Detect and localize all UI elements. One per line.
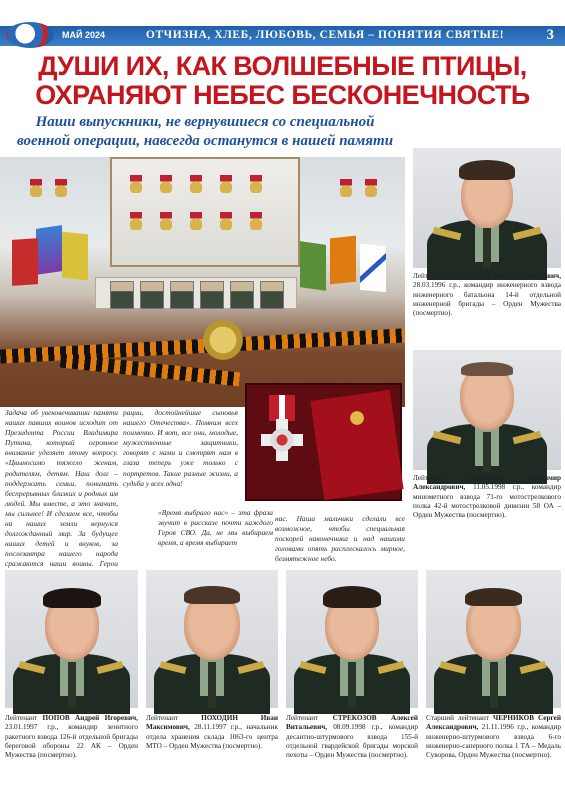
article-column-1: Задача об увековечивании памяти наших павших воинов исходит от Президента России Владимира Путина, который огромное внимание уделяет этому вопросу. «Цвыносимо тяжело женам, родителям, детям. Наш долг – поддержать семьи, понимать беспрерывных близких и родных им людей. Мы вместе, а это значит, мы сильнее! И сделаем все, чтобы на наших земли вернулся долгожданный мир. За будущее наших детей и внуков, за послезавтра нашего народа сражаются наши воины. Герои	[5, 408, 118, 569]
memorial-exhibit-photo	[0, 157, 405, 407]
caption-popov: Лейтенант ПОПОВ Андрей Игоревич, 23.01.1997 г.р., командир зенитного ракетного взвода 126-й отдельной бригады береговой обороны 22 АК – Орден Мужества (посмертно).	[5, 714, 138, 760]
portrait-evstafiev	[413, 148, 561, 268]
caption-kindrik: Лейтенант КИНДРИК Владимир Александрович, 11.05.1998 г.р., командир минометного взвода 71-го мотострелкового полка 42-й мотострелковой дивизии 58 ОА – Орден Мужества (посмертно).	[413, 474, 562, 520]
portrait-popov	[5, 570, 138, 708]
article-column-2: рации, достойнейшие сыновья нашего Отечества». Помним всех поименно. И вот, все они, молодые, мужественные защитники, говорят с нами и смотрят нам в глаза теперь уже только с портретов. Такие разные жизни, а судьба у всех одна!	[123, 408, 238, 488]
newspaper-logo-icon	[6, 22, 54, 48]
subheadline-line-1: Наши выпускники, не вернувшиеся со специальной	[35, 114, 375, 130]
star-emblem-icon	[200, 317, 246, 363]
portrait-kindrik	[413, 350, 561, 470]
page-number: 3	[546, 27, 554, 43]
caption-evstafiev: Лейтенант ЕВСТАФЬЕВ Кирилл Алексеевич, 28.03.1996 г.р., командир инженерного взвода инженерного батальона 14-й отдельной инженерной бригады – Орден Мужества (посмертно).	[413, 272, 561, 318]
caption-strekozov: Лейтенант СТРЕКОЗОВ Алексей Витальевич, 08.09.1998 г.р., командир десантно-штурмового взвода 155-й отдельной гвардейской бригады морской пехоты – Орден Мужества (посмертно).	[286, 714, 419, 760]
headline-line-1: ДУШИ ИХ, КАК ВОЛШЕБНЫЕ ПТИЦЫ,	[38, 51, 527, 81]
article-column-3: «Время выбрало нас» – эта фраза звучит в рассказе почти каждого Героя СВО. Да, не мы выбираем время, а время выбирает	[158, 508, 273, 548]
issue-date: МАЙ 2024	[62, 30, 105, 40]
portrait-strekozov	[286, 570, 418, 708]
headline-line-2: ОХРАНЯЮТ НЕБЕС БЕСКОНЕЧНОСТЬ	[35, 80, 530, 110]
portrait-pokhodin	[146, 570, 278, 708]
caption-chernikov: Старший лейтенант ЧЕРНИКОВ Сергей Александрович, 21.11.1996 г.р., командир инженерно-штурмового взвода 6-го инженерно-саперного полка 1 ТА – Медаль Суворова, Орден Мужества (посмертно).	[426, 714, 561, 760]
award-ribbon-icon	[269, 395, 295, 421]
subheadline-line-2: военной операции, навсегда останутся в нашей памяти	[16, 133, 394, 149]
order-of-courage-photo	[245, 383, 402, 501]
article-column-4: нас. Наши мальчики сделали все возможное, чтобы специальная поскорей наконечника и над нашими головами опять расплескалось мирное, безмятежное небо.	[275, 514, 405, 564]
state-emblem-icon	[347, 407, 367, 429]
order-cross-icon	[261, 419, 303, 461]
caption-pokhodin: Лейтенант ПОХОДИН Иван Максимович, 28.11.1997 г.р., начальник отдела хранения склада 1063-го центра МТО – Орден Мужества (посмертно).	[146, 714, 279, 750]
portrait-chernikov	[426, 570, 561, 708]
header-motto: ОТЧИЗНА, ХЛЕБ, ЛЮБОВЬ, СЕМЬЯ – ПОНЯТИЯ СВЯТЫЕ!	[145, 29, 505, 41]
